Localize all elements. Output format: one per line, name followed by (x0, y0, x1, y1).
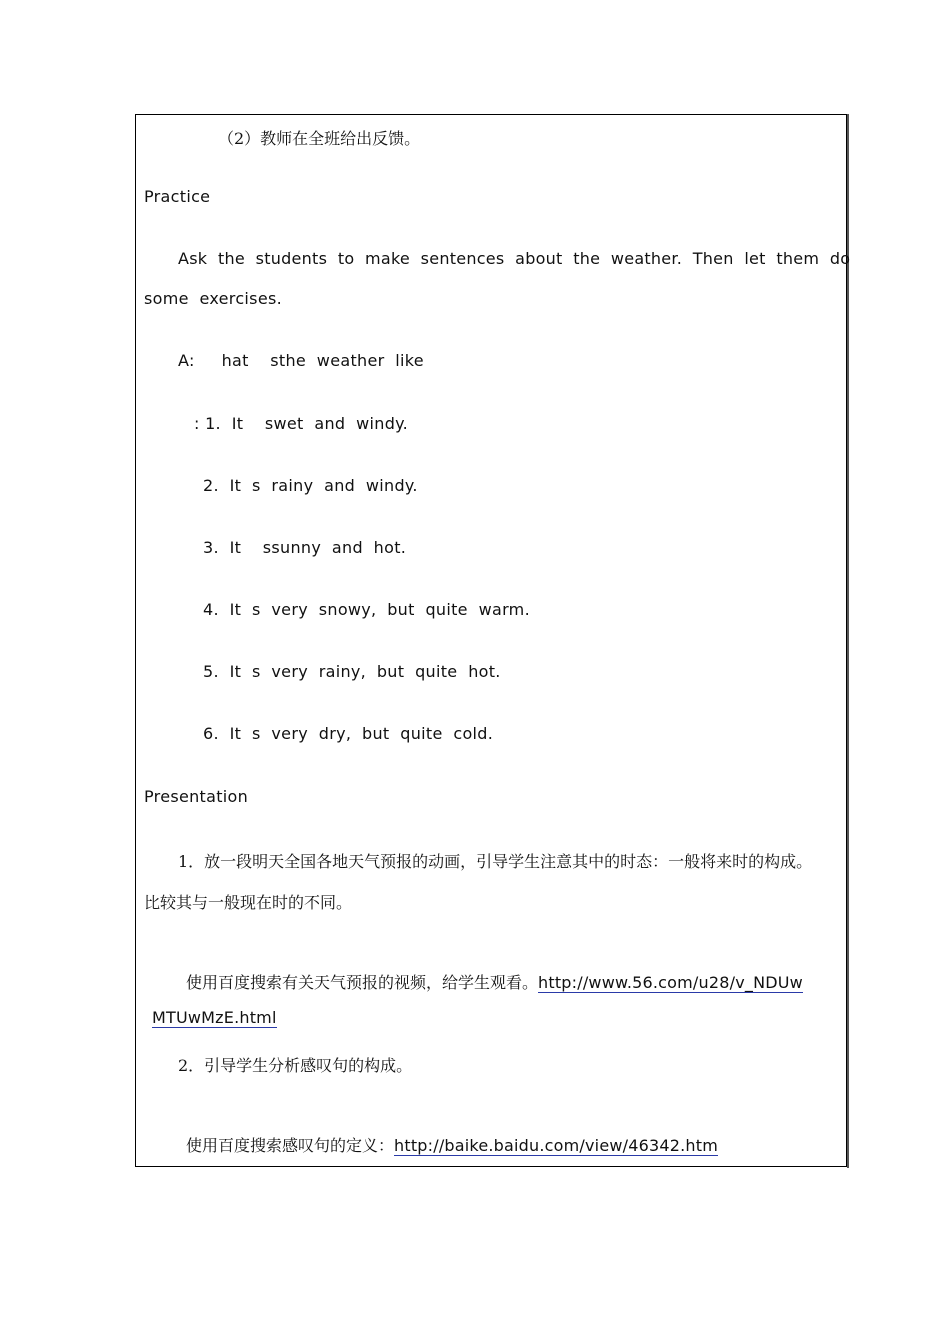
definition-link[interactable]: http://baike.baidu.com/view/46342.htm (394, 1136, 719, 1155)
answer-2: 2. It s rainy and windy. (203, 476, 418, 495)
definition-search-line (178, 1115, 718, 1156)
answer-6: 6. It s very dry, but quite cold. (203, 724, 494, 743)
practice-paragraph-line-1: Ask the students to make sentences about the weather. Then let them do (178, 249, 851, 268)
practice-heading: Practice (144, 187, 211, 206)
video-search-line (178, 952, 803, 993)
presentation-step-1-line-2: 比较其与一般现在时的不同。 (144, 893, 353, 912)
video-link[interactable]: http://www.56.com/u28/v_NDUw (538, 973, 803, 992)
video-search-text: 使用百度搜索有关天气预报的视频，给学生观看。 (186, 973, 539, 992)
dialog-question: A: hat sthe weather like (178, 351, 424, 370)
video-link-continued[interactable]: MTUwMzE.html (152, 1008, 277, 1027)
table-border (847, 114, 849, 1168)
feedback-line: （2）教师在全班给出反馈。 (218, 129, 421, 148)
presentation-step-1-line-1: 1．放一段明天全国各地天气预报的动画，引导学生注意其中的时态：一般将来时的构成。 (178, 852, 813, 871)
answer-1: : 1. It swet and windy. (194, 414, 409, 433)
definition-search-text: 使用百度搜索感叹句的定义： (186, 1136, 395, 1155)
answer-3: 3. It ssunny and hot. (203, 538, 407, 557)
practice-paragraph-line-2: some exercises. (144, 289, 282, 308)
presentation-step-2: 2．引导学生分析感叹句的构成。 (178, 1056, 413, 1075)
answer-4: 4. It s very snowy, but quite warm. (203, 600, 530, 619)
answer-5: 5. It s very rainy, but quite hot. (203, 662, 501, 681)
presentation-heading: Presentation (144, 787, 249, 806)
video-link-continued-line (144, 990, 277, 1028)
